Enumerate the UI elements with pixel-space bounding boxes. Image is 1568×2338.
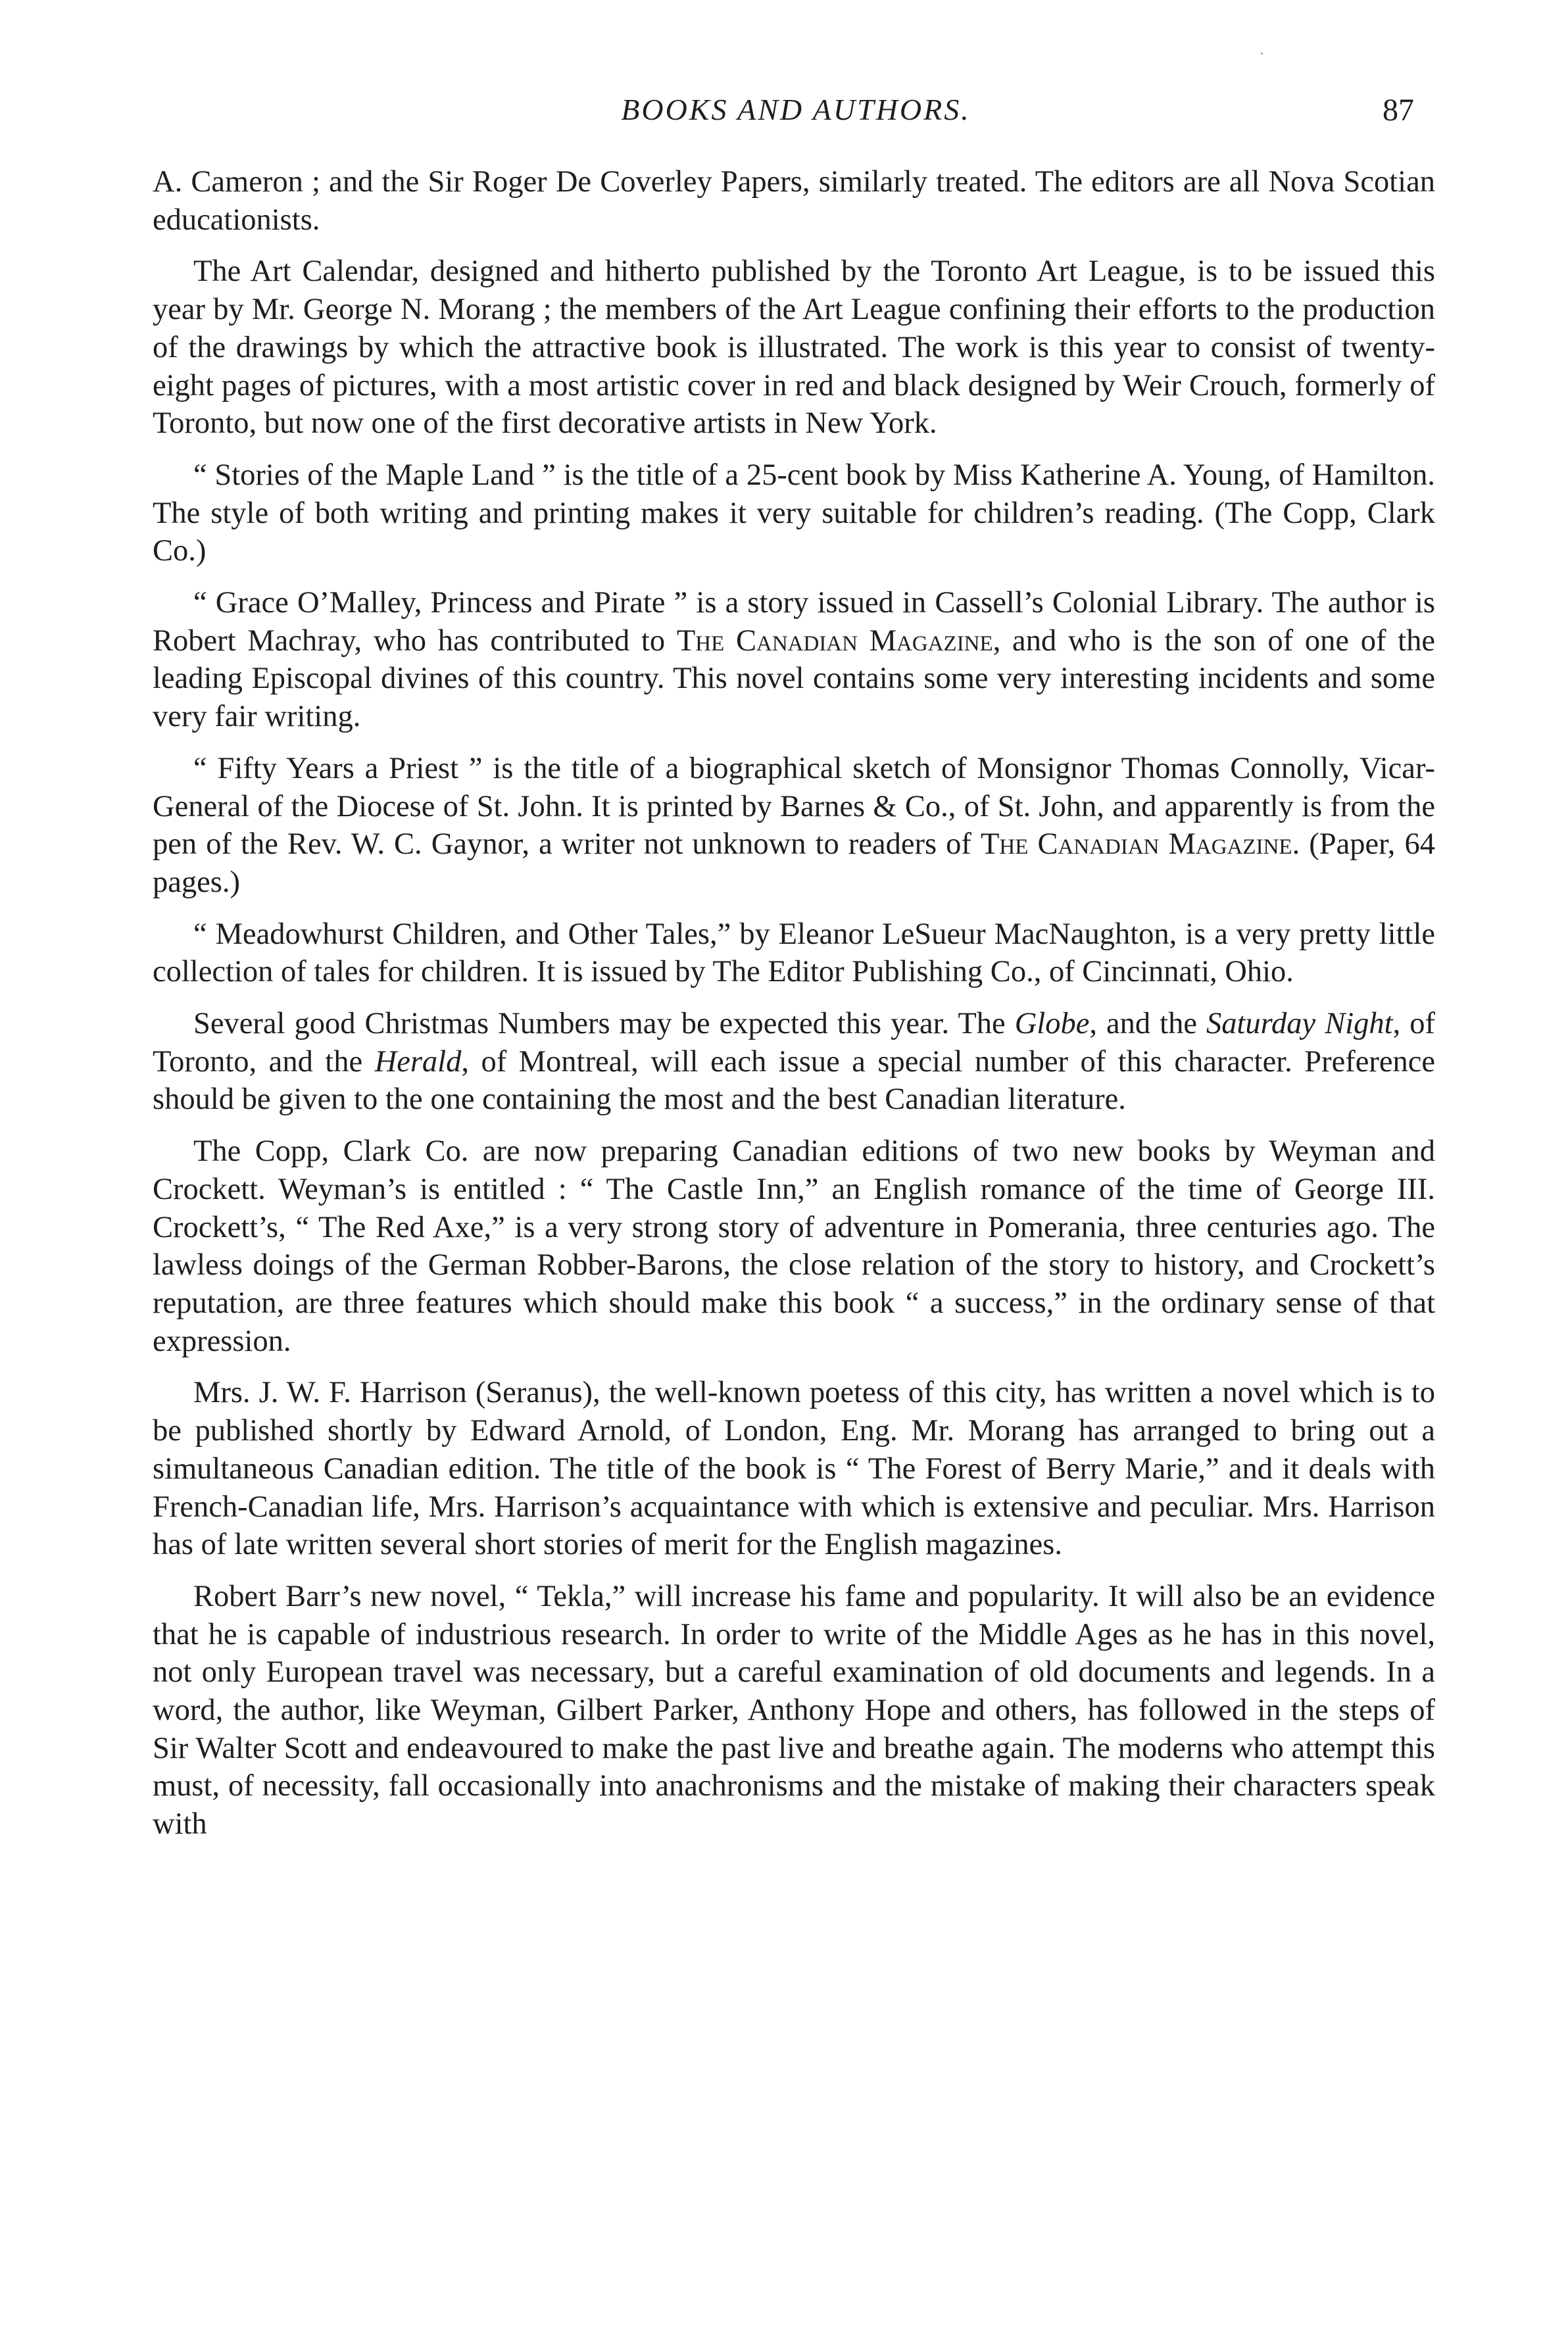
paragraph-7-text-a: Several good Christmas Numbers may be expected this year. The — [193, 1007, 1015, 1041]
running-title: BOOKS AND AUTHORS. — [621, 93, 971, 126]
paragraph-7 — [153, 1005, 1435, 1119]
paragraph-5-text-a: “ Fifty Years a Priest ” is the title of a biographical sketch of Monsignor Thomas Connolly, Vicar-General of the Diocese of St. John. It is printed by Barnes & Co., of St. John, and apparently is from the pen of the Rev. W. C. Gaynor, a writer not unknown to readers of — [153, 751, 1435, 862]
paragraph-7-text-d: , of Montreal, will each issue a special number of this character. Preference should be given to the one containing the most and the best Canadian literature. — [153, 1044, 1436, 1117]
paragraph-3: “ Stories of the Maple Land ” is the title of a 25-cent book by Miss Katherine A. Young, of Hamilton. The style of both writing and printing makes it very suitable for children’s reading. (The Copp, Clark Co.) — [153, 458, 1435, 568]
italic-title-saturday-night: Saturday Night — [1206, 1007, 1393, 1041]
speck-mark — [1261, 53, 1263, 55]
paragraph-7-text-b: , and the — [1089, 1007, 1207, 1041]
body-text — [153, 163, 1435, 1857]
paragraph-6: “ Meadowhurst Children, and Other Tales,” by Eleanor LeSueur MacNaughton, is a very pretty little collection of tales for children. It is issued by The Editor Publishing Co., of Cincinnati, Ohio. — [153, 917, 1435, 989]
italic-title-herald: Herald — [374, 1044, 462, 1079]
page-number: 87 — [1383, 93, 1414, 128]
magazine-name-smallcaps: The Canadian Magazine — [676, 623, 993, 658]
paragraph-5 — [153, 750, 1435, 902]
paragraph-4-text-a: “ Grace O’Malley, Princess and Pirate ” is a story issued in Cassell’s Colonial Library. The author is Robert Machray, who has contributed to — [153, 586, 1435, 658]
italic-title-globe: Globe — [1014, 1007, 1090, 1041]
paragraph-9: Mrs. J. W. F. Harrison (Seranus), the well-known poetess of this city, has written a novel which is to be published shortly by Edward Arnold, of London, Eng. Mr. Morang has arranged to bring out a simultaneous Canadian edition. The title of the book is “ The Forest of Berry Marie,” and it deals with French-Canadian life, Mrs. Harrison’s acquaintance with which is extensive and peculiar. Mrs. Harrison has of late written several short stories of merit for the English magazines. — [153, 1376, 1435, 1562]
paragraph-1: A. Cameron ; and the Sir Roger De Coverley Papers, similarly treated. The editors are all Nova Scotian educationists. — [153, 165, 1435, 237]
paragraph-4 — [153, 584, 1435, 736]
page-header — [151, 92, 1440, 145]
paragraph-4-text-b: , and who is the son of one of the leading Episcopal divines of this country. This novel contains some very interesting incidents and some very fair writing. — [153, 623, 1435, 734]
paragraph-2: The Art Calendar, designed and hitherto published by the Toronto Art League, is to be issued this year by Mr. George N. Morang ; the members of the Art League confining their efforts to the production of the drawings by which the attractive book is illustrated. The work is this year to consist of twenty-eight pages of pictures, with a most artistic cover in red and black designed by Weir Crouch, formerly of Toronto, but now one of the first decorative artists in New York. — [153, 255, 1435, 441]
paragraph-5-text-b: . (Paper, 64 pages.) — [153, 827, 1435, 899]
paragraph-8: The Copp, Clark Co. are now preparing Canadian editions of two new books by Weyman and Crockett. Weyman’s is entitled : “ The Castle Inn,” an English romance of the time of George III. Crockett’s, “ The Red Axe,” is a very strong story of adventure in Pomerania, three centuries ago. The lawless doings of the German Robber-Barons, the close relation of the story to history, and Crockett’s reputation, are three features which should make this book “ a success,” in the ordinary sense of that expression. — [153, 1134, 1435, 1358]
paragraph-10: Robert Barr’s new novel, “ Tekla,” will increase his fame and popularity. It will also be an evidence that he is capable of industrious research. In order to write of the Middle Ages as he has in this novel, not only European travel was necessary, but a careful examination of old documents and legends. In a word, the author, like Weyman, Gilbert Parker, Anthony Hope and others, has followed in the steps of Sir Walter Scott and endeavoured to make the past live and breathe again. The moderns who attempt this must, of necessity, fall occasionally into anachronisms and the mistake of making their characters speak with — [153, 1579, 1435, 1841]
paragraph-7-text-c: , of Toronto, and the — [153, 1007, 1435, 1079]
magazine-name-smallcaps: The Canadian Magazine — [981, 827, 1292, 862]
